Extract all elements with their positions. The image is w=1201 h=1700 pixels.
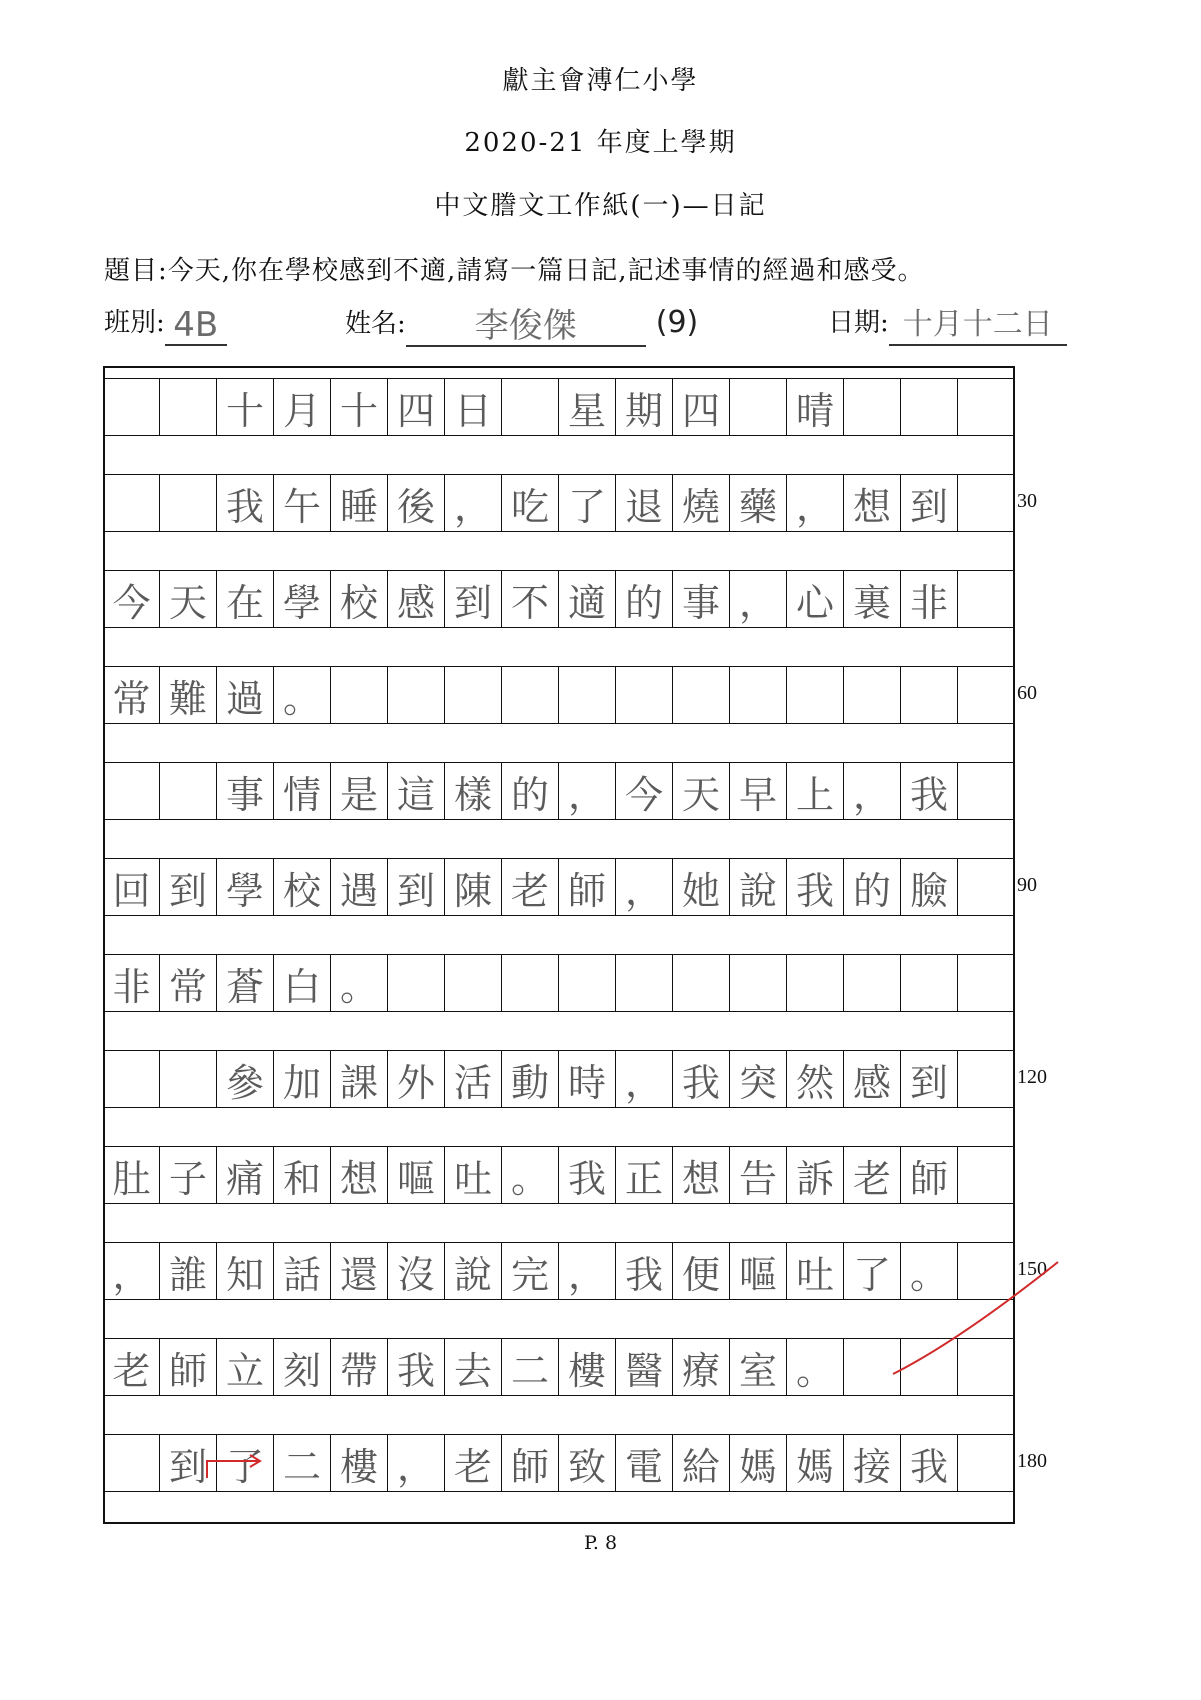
grid-cell: 非 <box>103 954 160 1012</box>
grid-cell: 。 <box>502 1146 559 1204</box>
grid-cell: 過 <box>217 666 274 724</box>
grid-cell: 睡 <box>331 474 388 532</box>
grid-cell: 這 <box>388 762 445 820</box>
grid-cell: 醫 <box>616 1338 673 1396</box>
grid-cell: 期 <box>616 378 673 436</box>
grid-cell: 回 <box>103 858 160 916</box>
grid-cell: 老 <box>445 1434 502 1492</box>
grid-cell: 事 <box>673 570 730 628</box>
school-name: 獻主會溥仁小學 <box>502 66 699 96</box>
student-number: (9) <box>655 305 699 340</box>
grid-cell: 樓 <box>559 1338 616 1396</box>
grid-cell: 媽 <box>787 1434 844 1492</box>
grid-cell: 到 <box>901 1050 958 1108</box>
grid-cell: 天 <box>673 762 730 820</box>
character-count-marker: 120 <box>1017 1066 1047 1088</box>
grid-cell: 不 <box>502 570 559 628</box>
grid-cell: ， <box>559 1242 616 1300</box>
grid-cell: 課 <box>331 1050 388 1108</box>
grid-cell: 在 <box>217 570 274 628</box>
grid-cell: 日 <box>445 378 502 436</box>
grid-cell: 吃 <box>502 474 559 532</box>
grid-cell: 四 <box>673 378 730 436</box>
grid-cell: 知 <box>217 1242 274 1300</box>
grid-cell: 和 <box>274 1146 331 1204</box>
grid-cell: 療 <box>673 1338 730 1396</box>
grid-cell: 告 <box>730 1146 787 1204</box>
grid-cell: 學 <box>274 570 331 628</box>
grid-cell: 到 <box>445 570 502 628</box>
grid-cell: 突 <box>730 1050 787 1108</box>
grid-cell: 燒 <box>673 474 730 532</box>
grid-cell: ， <box>445 474 502 532</box>
grid-cell: 今 <box>103 570 160 628</box>
grid-cell: 二 <box>274 1434 331 1492</box>
grid-cell: 十 <box>217 378 274 436</box>
grid-cell: 師 <box>559 858 616 916</box>
grid-cell: 吐 <box>445 1146 502 1204</box>
grid-cell: 了 <box>844 1242 901 1300</box>
grid-cell: 然 <box>787 1050 844 1108</box>
grid-cell: 學 <box>217 858 274 916</box>
grid-cell: 晴 <box>787 378 844 436</box>
grid-cell: 我 <box>901 1434 958 1492</box>
red-insert-arrow <box>207 1461 258 1478</box>
grid-cell: 誰 <box>160 1242 217 1300</box>
grid-cell: 月 <box>274 378 331 436</box>
grid-cell: 蒼 <box>217 954 274 1012</box>
grid-cell: 子 <box>160 1146 217 1204</box>
grid-cell: 我 <box>217 474 274 532</box>
grid-cell: 想 <box>844 474 901 532</box>
grid-cell: 正 <box>616 1146 673 1204</box>
grid-cell: ， <box>616 1050 673 1108</box>
grid-cell: 時 <box>559 1050 616 1108</box>
grid-cell: 沒 <box>388 1242 445 1300</box>
grid-cell: 我 <box>787 858 844 916</box>
red-check-stroke <box>893 1262 1058 1374</box>
grid-cell: 常 <box>160 954 217 1012</box>
grid-cell: 二 <box>502 1338 559 1396</box>
page-number: P. 8 <box>583 1532 618 1554</box>
grid-cell: 白 <box>274 954 331 1012</box>
grid-cell: 師 <box>901 1146 958 1204</box>
grid-cell: 電 <box>616 1434 673 1492</box>
grid-cell: 感 <box>388 570 445 628</box>
grid-cell: 情 <box>274 762 331 820</box>
grid-cell: 。 <box>331 954 388 1012</box>
grid-cell: 立 <box>217 1338 274 1396</box>
grid-cell: 十 <box>331 378 388 436</box>
grid-cell: 想 <box>331 1146 388 1204</box>
grid-cell: ， <box>844 762 901 820</box>
grid-cell: 事 <box>217 762 274 820</box>
grid-cell: 。 <box>901 1242 958 1300</box>
name-label: 姓名: <box>345 309 406 339</box>
grid-cell: ， <box>103 1242 160 1300</box>
grid-cell: 陳 <box>445 858 502 916</box>
grid-cell: 老 <box>502 858 559 916</box>
grid-cell: 給 <box>673 1434 730 1492</box>
grid-cell: 接 <box>844 1434 901 1492</box>
grid-cell: 藥 <box>730 474 787 532</box>
character-count-marker: 30 <box>1017 490 1037 512</box>
grid-cell: 我 <box>673 1050 730 1108</box>
grid-cell: 話 <box>274 1242 331 1300</box>
grid-cell: 刻 <box>274 1338 331 1396</box>
grid-cell: 到 <box>160 1434 217 1492</box>
grid-cell: 說 <box>730 858 787 916</box>
grid-cell: 早 <box>730 762 787 820</box>
grid-cell: 感 <box>844 1050 901 1108</box>
grid-cell: 加 <box>274 1050 331 1108</box>
grid-cell: 帶 <box>331 1338 388 1396</box>
grid-cell: 師 <box>160 1338 217 1396</box>
character-count-marker: 90 <box>1017 874 1037 896</box>
grid-cell: 的 <box>502 762 559 820</box>
grid-cell: 。 <box>787 1338 844 1396</box>
grid-cell: 我 <box>388 1338 445 1396</box>
grid-cell: 完 <box>502 1242 559 1300</box>
grid-cell: 遇 <box>331 858 388 916</box>
grid-cell: ， <box>559 762 616 820</box>
grid-cell: 我 <box>901 762 958 820</box>
character-count-marker: 180 <box>1017 1450 1047 1472</box>
name-value: 李俊傑 <box>406 307 646 347</box>
grid-cell: 天 <box>160 570 217 628</box>
grid-cell: 便 <box>673 1242 730 1300</box>
grid-cell: 媽 <box>730 1434 787 1492</box>
grid-cell: 上 <box>787 762 844 820</box>
grid-cell: 校 <box>274 858 331 916</box>
grid-cell: 去 <box>445 1338 502 1396</box>
grid-cell: 了 <box>217 1434 274 1492</box>
grid-cell: 她 <box>673 858 730 916</box>
grid-cell: 嘔 <box>388 1146 445 1204</box>
grid-cell: 我 <box>559 1146 616 1204</box>
grid-cell: 外 <box>388 1050 445 1108</box>
grid-cell: 今 <box>616 762 673 820</box>
worksheet-title: 中文謄文工作紙(一)—日記 <box>434 191 767 221</box>
grid-cell: 的 <box>844 858 901 916</box>
grid-cell: 樓 <box>331 1434 388 1492</box>
grid-cell: 動 <box>502 1050 559 1108</box>
grid-cell: 樣 <box>445 762 502 820</box>
date-value: 十月十二日 <box>889 306 1067 346</box>
grid-cell: 裏 <box>844 570 901 628</box>
grid-cell: 午 <box>274 474 331 532</box>
grid-cell: 說 <box>445 1242 502 1300</box>
grid-cell: 痛 <box>217 1146 274 1204</box>
grid-cell: 臉 <box>901 858 958 916</box>
grid-cell: 到 <box>388 858 445 916</box>
grid-cell: 退 <box>616 474 673 532</box>
grid-cell: 心 <box>787 570 844 628</box>
character-count-marker: 60 <box>1017 682 1037 704</box>
grid-cell: ， <box>388 1434 445 1492</box>
grid-cell: 嘔 <box>730 1242 787 1300</box>
date-label: 日期: <box>828 308 889 338</box>
term-title: 2020-21 年度上學期 <box>464 128 737 158</box>
grid-cell: 訴 <box>787 1146 844 1204</box>
grid-cell: 的 <box>616 570 673 628</box>
grid-cell: 是 <box>331 762 388 820</box>
grid-cell: 到 <box>160 858 217 916</box>
grid-cell: 想 <box>673 1146 730 1204</box>
grid-cell: 。 <box>274 666 331 724</box>
grid-cell: 校 <box>331 570 388 628</box>
grid-cell: 吐 <box>787 1242 844 1300</box>
grid-cell: 老 <box>103 1338 160 1396</box>
grid-cell: 參 <box>217 1050 274 1108</box>
grid-cell: 肚 <box>103 1146 160 1204</box>
grid-cell: ， <box>787 474 844 532</box>
grid-cell: ， <box>616 858 673 916</box>
grid-cell: 星 <box>559 378 616 436</box>
grid-cell: 我 <box>616 1242 673 1300</box>
class-label: 班別: <box>104 308 165 338</box>
grid-cell: 師 <box>502 1434 559 1492</box>
topic-prompt: 題目:今天,你在學校感到不適,請寫一篇日記,記述事情的經過和感受。 <box>104 256 925 286</box>
grid-cell: 非 <box>901 570 958 628</box>
grid-cell: 活 <box>445 1050 502 1108</box>
grid-cell: 適 <box>559 570 616 628</box>
grid-cell: 還 <box>331 1242 388 1300</box>
character-count-marker: 150 <box>1017 1258 1047 1280</box>
grid-cell: 四 <box>388 378 445 436</box>
grid-cell: 後 <box>388 474 445 532</box>
class-value: 4B <box>165 306 227 346</box>
grid-cell: 難 <box>160 666 217 724</box>
grid-cell: 老 <box>844 1146 901 1204</box>
grid-cell: 常 <box>103 666 160 724</box>
grid-cell: ， <box>730 570 787 628</box>
grid-cell: 致 <box>559 1434 616 1492</box>
grid-cell: 到 <box>901 474 958 532</box>
grid-cell: 室 <box>730 1338 787 1396</box>
grid-cell: 了 <box>559 474 616 532</box>
